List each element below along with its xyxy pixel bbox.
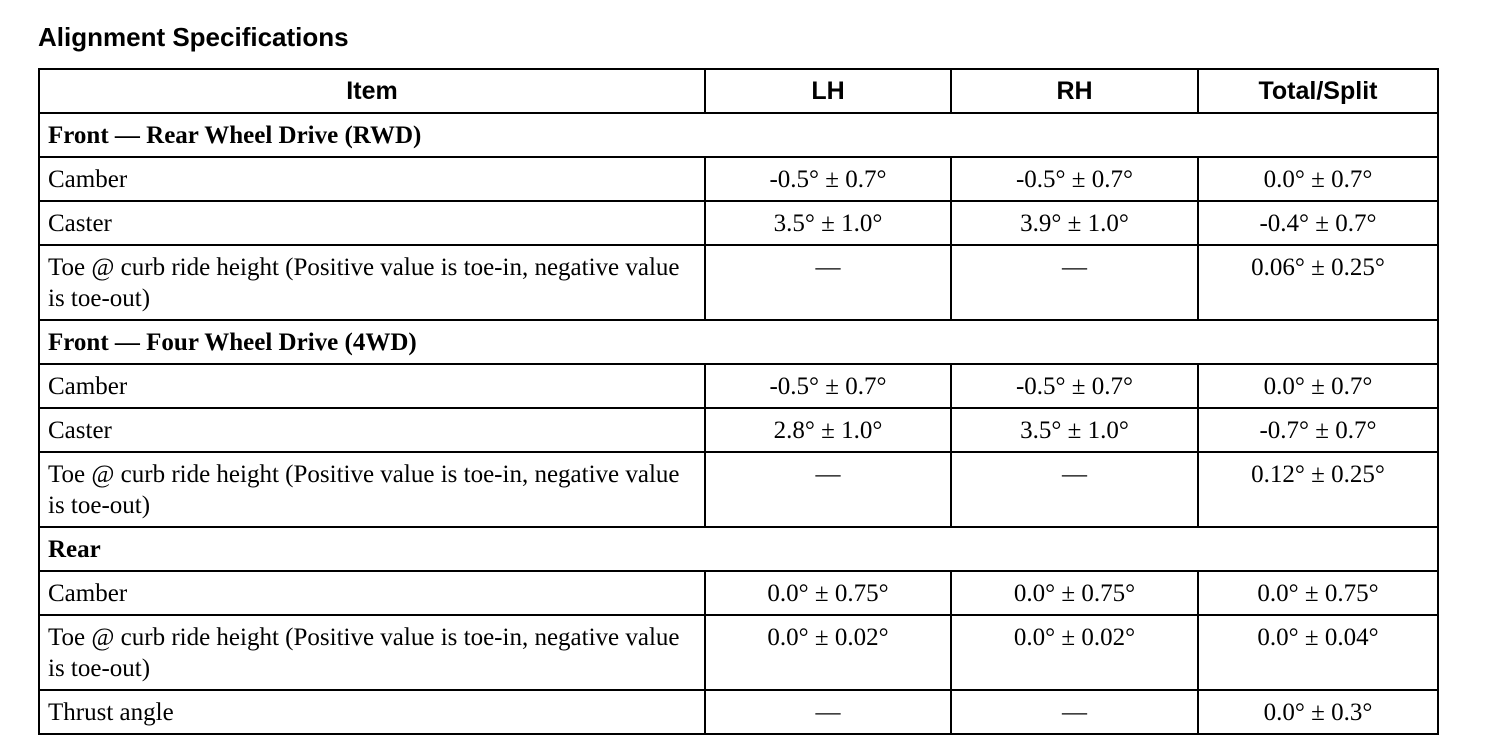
total-split-cell: 0.0° ± 0.3° xyxy=(1198,690,1438,734)
table-row xyxy=(39,690,1438,734)
total-split-cell: 0.06° ± 0.25° xyxy=(1198,245,1438,320)
table-row xyxy=(39,157,1438,201)
lh-cell: — xyxy=(705,690,951,734)
table-row xyxy=(39,571,1438,615)
table-header-row xyxy=(39,69,1438,113)
lh-cell: 3.5° ± 1.0° xyxy=(705,201,951,245)
item-cell: Toe @ curb ride height (Positive value is toe-in, negative value is toe-out) xyxy=(39,615,705,690)
column-header-lh: LH xyxy=(705,69,951,113)
lh-cell: 2.8° ± 1.0° xyxy=(705,408,951,452)
rh-cell: — xyxy=(951,452,1198,527)
table-row xyxy=(39,245,1438,320)
column-header-rh: RH xyxy=(951,69,1198,113)
total-split-cell: 0.12° ± 0.25° xyxy=(1198,452,1438,527)
total-split-cell: 0.0° ± 0.7° xyxy=(1198,157,1438,201)
item-cell: Toe @ curb ride height (Positive value is toe-in, negative value is toe-out) xyxy=(39,245,705,320)
section-row-front-rwd xyxy=(39,113,1438,157)
item-cell: Thrust angle xyxy=(39,690,705,734)
section-label: Rear xyxy=(39,527,1438,571)
page-title: Alignment Specifications xyxy=(38,22,349,52)
rh-cell: -0.5° ± 0.7° xyxy=(951,364,1198,408)
table-row xyxy=(39,615,1438,690)
item-cell: Camber xyxy=(39,571,705,615)
lh-cell: 0.0° ± 0.02° xyxy=(705,615,951,690)
table-row xyxy=(39,408,1438,452)
item-cell: Camber xyxy=(39,157,705,201)
item-cell: Caster xyxy=(39,408,705,452)
rh-cell: 3.9° ± 1.0° xyxy=(951,201,1198,245)
total-split-cell: 0.0° ± 0.04° xyxy=(1198,615,1438,690)
lh-cell: — xyxy=(705,452,951,527)
rh-cell: 0.0° ± 0.75° xyxy=(951,571,1198,615)
section-row-rear xyxy=(39,527,1438,571)
total-split-cell: -0.4° ± 0.7° xyxy=(1198,201,1438,245)
total-split-cell: 0.0° ± 0.7° xyxy=(1198,364,1438,408)
lh-cell: -0.5° ± 0.7° xyxy=(705,364,951,408)
alignment-spec-table xyxy=(38,68,1439,735)
table-row xyxy=(39,201,1438,245)
total-split-cell: -0.7° ± 0.7° xyxy=(1198,408,1438,452)
section-label: Front — Four Wheel Drive (4WD) xyxy=(39,320,1438,364)
lh-cell: — xyxy=(705,245,951,320)
rh-cell: 0.0° ± 0.02° xyxy=(951,615,1198,690)
lh-cell: 0.0° ± 0.75° xyxy=(705,571,951,615)
item-cell: Caster xyxy=(39,201,705,245)
rh-cell: 3.5° ± 1.0° xyxy=(951,408,1198,452)
item-cell: Camber xyxy=(39,364,705,408)
rh-cell: — xyxy=(951,690,1198,734)
lh-cell: -0.5° ± 0.7° xyxy=(705,157,951,201)
rh-cell: -0.5° ± 0.7° xyxy=(951,157,1198,201)
table-row xyxy=(39,452,1438,527)
section-row-front-4wd xyxy=(39,320,1438,364)
rh-cell: — xyxy=(951,245,1198,320)
column-header-total-split: Total/Split xyxy=(1198,69,1438,113)
column-header-item: Item xyxy=(39,69,705,113)
total-split-cell: 0.0° ± 0.75° xyxy=(1198,571,1438,615)
item-cell: Toe @ curb ride height (Positive value is toe-in, negative value is toe-out) xyxy=(39,452,705,527)
table-row xyxy=(39,364,1438,408)
section-label: Front — Rear Wheel Drive (RWD) xyxy=(39,113,1438,157)
